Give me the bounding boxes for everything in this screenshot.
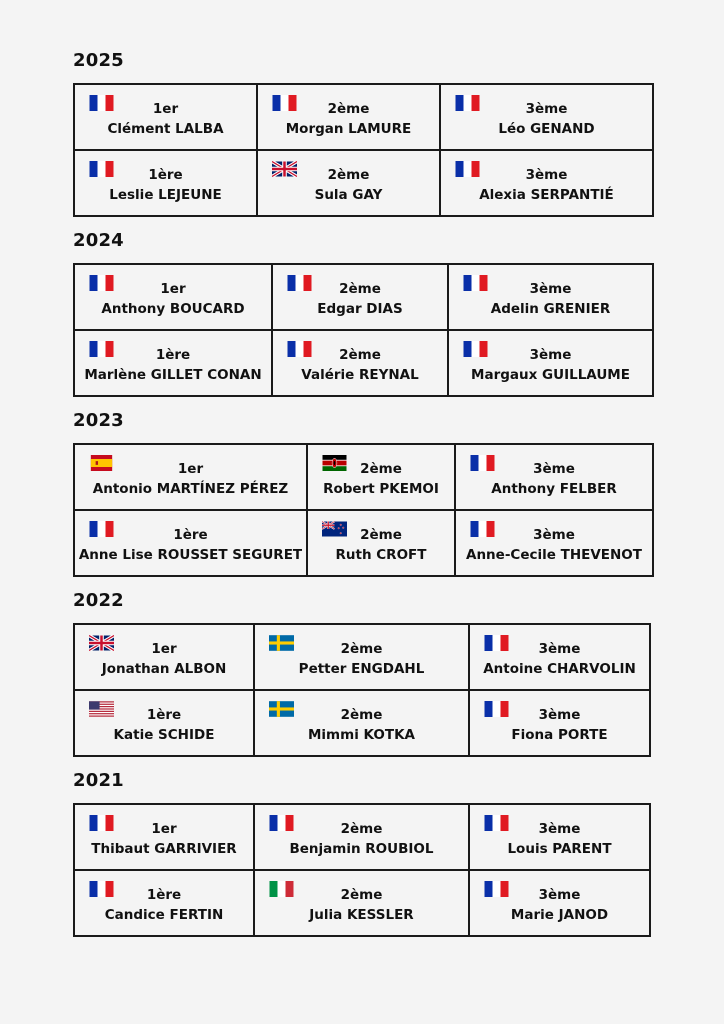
place-label: 2ème xyxy=(360,460,402,477)
result-cell xyxy=(74,870,254,936)
france-flag-icon xyxy=(89,815,114,831)
result-cell xyxy=(272,330,448,396)
france-flag-icon xyxy=(455,161,480,177)
results-table-2022 xyxy=(73,623,651,757)
france-flag-icon xyxy=(484,881,509,897)
place-label: 3ème xyxy=(533,460,575,477)
italy-flag-icon xyxy=(269,881,294,897)
result-cell xyxy=(74,510,307,576)
result-cell xyxy=(74,804,254,870)
athlete-name: Thibaut GARRIVIER xyxy=(91,840,237,857)
result-cell xyxy=(469,870,650,936)
result-cell xyxy=(257,84,440,150)
athlete-name: Candice FERTIN xyxy=(104,906,224,923)
place-label: 3ème xyxy=(538,706,581,723)
france-flag-icon xyxy=(484,815,509,831)
place-label: 2ème xyxy=(340,886,383,903)
table-row xyxy=(74,510,653,576)
france-flag-icon xyxy=(89,341,114,357)
france-flag-icon xyxy=(272,95,297,111)
athlete-name: Ruth CROFT xyxy=(335,546,427,563)
result-cell xyxy=(254,624,469,690)
france-flag-icon xyxy=(470,521,495,537)
france-flag-icon xyxy=(470,455,495,471)
place-label: 2ème xyxy=(340,820,383,837)
place-label: 3ème xyxy=(525,100,568,117)
athlete-name: Anne-Cecile THEVENOT xyxy=(466,546,642,563)
place-label: 1ère xyxy=(155,346,191,363)
place-label: 2ème xyxy=(340,706,383,723)
sweden-flag-icon xyxy=(269,635,294,651)
athlete-name: Leslie LEJEUNE xyxy=(109,186,222,203)
table-row xyxy=(74,84,653,150)
athlete-name: Antonio MARTÍNEZ PÉREZ xyxy=(92,480,289,497)
athlete-name: Léo GENAND xyxy=(498,120,595,137)
athlete-name: Margaux GUILLAUME xyxy=(471,366,630,383)
athlete-name: Adelin GRENIER xyxy=(490,300,611,317)
place-label: 2ème xyxy=(360,526,402,543)
result-cell xyxy=(469,804,650,870)
athlete-name: Antoine CHARVOLIN xyxy=(483,660,636,677)
athlete-name: Fiona PORTE xyxy=(511,726,608,743)
france-flag-icon xyxy=(89,95,114,111)
athlete-name: Edgar DIAS xyxy=(317,300,403,317)
result-cell xyxy=(455,444,653,510)
result-cell xyxy=(272,264,448,330)
uk-flag-icon xyxy=(89,635,114,651)
place-label: 2ème xyxy=(327,100,370,117)
place-label: 1ère xyxy=(173,526,208,543)
result-cell xyxy=(74,330,272,396)
france-flag-icon xyxy=(89,521,114,537)
result-cell xyxy=(74,84,257,150)
place-label: 1ère xyxy=(146,706,182,723)
result-cell xyxy=(254,804,469,870)
athlete-name: Louis PARENT xyxy=(507,840,612,857)
place-label: 1er xyxy=(151,640,177,657)
new-zealand-flag-icon xyxy=(322,521,347,537)
results-table-2025 xyxy=(73,83,654,217)
table-row xyxy=(74,264,653,330)
place-label: 3ème xyxy=(529,280,572,297)
table-row xyxy=(74,624,650,690)
place-label: 3ème xyxy=(538,640,581,657)
place-label: 2ème xyxy=(340,640,383,657)
usa-flag-icon xyxy=(89,701,114,717)
france-flag-icon xyxy=(89,161,114,177)
uk-flag-icon xyxy=(272,161,297,177)
athlete-name: Julia KESSLER xyxy=(309,906,414,923)
result-cell xyxy=(455,510,653,576)
france-flag-icon xyxy=(484,701,509,717)
place-label: 3ème xyxy=(538,886,581,903)
result-cell xyxy=(307,444,455,510)
table-row xyxy=(74,150,653,216)
result-cell xyxy=(307,510,455,576)
year-heading-2025: 2025 xyxy=(73,50,124,71)
result-cell xyxy=(440,84,653,150)
athlete-name: Benjamin ROUBIOL xyxy=(289,840,434,857)
table-row xyxy=(74,870,650,936)
result-cell xyxy=(254,690,469,756)
athlete-name: Mimmi KOTKA xyxy=(308,726,415,743)
france-flag-icon xyxy=(455,95,480,111)
result-cell xyxy=(74,690,254,756)
result-cell xyxy=(74,264,272,330)
result-cell xyxy=(254,870,469,936)
place-label: 1er xyxy=(151,820,177,837)
place-label: 2ème xyxy=(339,346,381,363)
athlete-name: Jonathan ALBON xyxy=(101,660,227,677)
place-label: 3ème xyxy=(525,166,568,183)
spain-flag-icon xyxy=(89,455,114,471)
table-row xyxy=(74,804,650,870)
athlete-name: Clément LALBA xyxy=(107,120,224,137)
year-heading-2022: 2022 xyxy=(73,590,124,611)
athlete-name: Marlène GILLET CONAN xyxy=(84,366,262,383)
table-row xyxy=(74,444,653,510)
france-flag-icon xyxy=(463,275,488,291)
year-heading-2024: 2024 xyxy=(73,230,124,251)
results-table-2023 xyxy=(73,443,654,577)
results-table-2024 xyxy=(73,263,654,397)
athlete-name: Morgan LAMURE xyxy=(285,120,412,137)
place-label: 2ème xyxy=(339,280,381,297)
place-label: 1ère xyxy=(148,166,183,183)
place-label: 3ème xyxy=(529,346,572,363)
place-label: 2ème xyxy=(327,166,370,183)
result-cell xyxy=(74,624,254,690)
athlete-name: Robert PKEMOI xyxy=(323,480,439,497)
france-flag-icon xyxy=(484,635,509,651)
result-cell xyxy=(74,150,257,216)
athlete-name: Katie SCHIDE xyxy=(113,726,215,743)
france-flag-icon xyxy=(269,815,294,831)
result-cell xyxy=(257,150,440,216)
result-cell xyxy=(469,690,650,756)
place-label: 3ème xyxy=(533,526,575,543)
france-flag-icon xyxy=(89,881,114,897)
place-label: 1er xyxy=(152,100,179,117)
result-cell xyxy=(448,330,653,396)
france-flag-icon xyxy=(287,341,312,357)
result-cell xyxy=(74,444,307,510)
place-label: 1ère xyxy=(146,886,182,903)
place-label: 1er xyxy=(160,280,186,297)
athlete-name: Anthony BOUCARD xyxy=(101,300,245,317)
athlete-name: Alexia SERPANTIÉ xyxy=(479,186,614,203)
year-heading-2023: 2023 xyxy=(73,410,124,431)
france-flag-icon xyxy=(463,341,488,357)
table-row xyxy=(74,330,653,396)
athlete-name: Sula GAY xyxy=(314,186,383,203)
athlete-name: Petter ENGDAHL xyxy=(298,660,425,677)
athlete-name: Anne Lise ROUSSET SEGURET xyxy=(78,546,303,563)
result-cell xyxy=(448,264,653,330)
sweden-flag-icon xyxy=(269,701,294,717)
athlete-name: Anthony FELBER xyxy=(491,480,617,497)
result-cell xyxy=(469,624,650,690)
athlete-name: Marie JANOD xyxy=(510,906,609,923)
result-cell xyxy=(440,150,653,216)
place-label: 3ème xyxy=(538,820,581,837)
year-heading-2021: 2021 xyxy=(73,770,124,791)
table-row xyxy=(74,690,650,756)
place-label: 1er xyxy=(177,460,204,477)
kenya-flag-icon xyxy=(322,455,347,471)
athlete-name: Valérie REYNAL xyxy=(301,366,419,383)
france-flag-icon xyxy=(89,275,114,291)
results-table-2021 xyxy=(73,803,651,937)
france-flag-icon xyxy=(287,275,312,291)
